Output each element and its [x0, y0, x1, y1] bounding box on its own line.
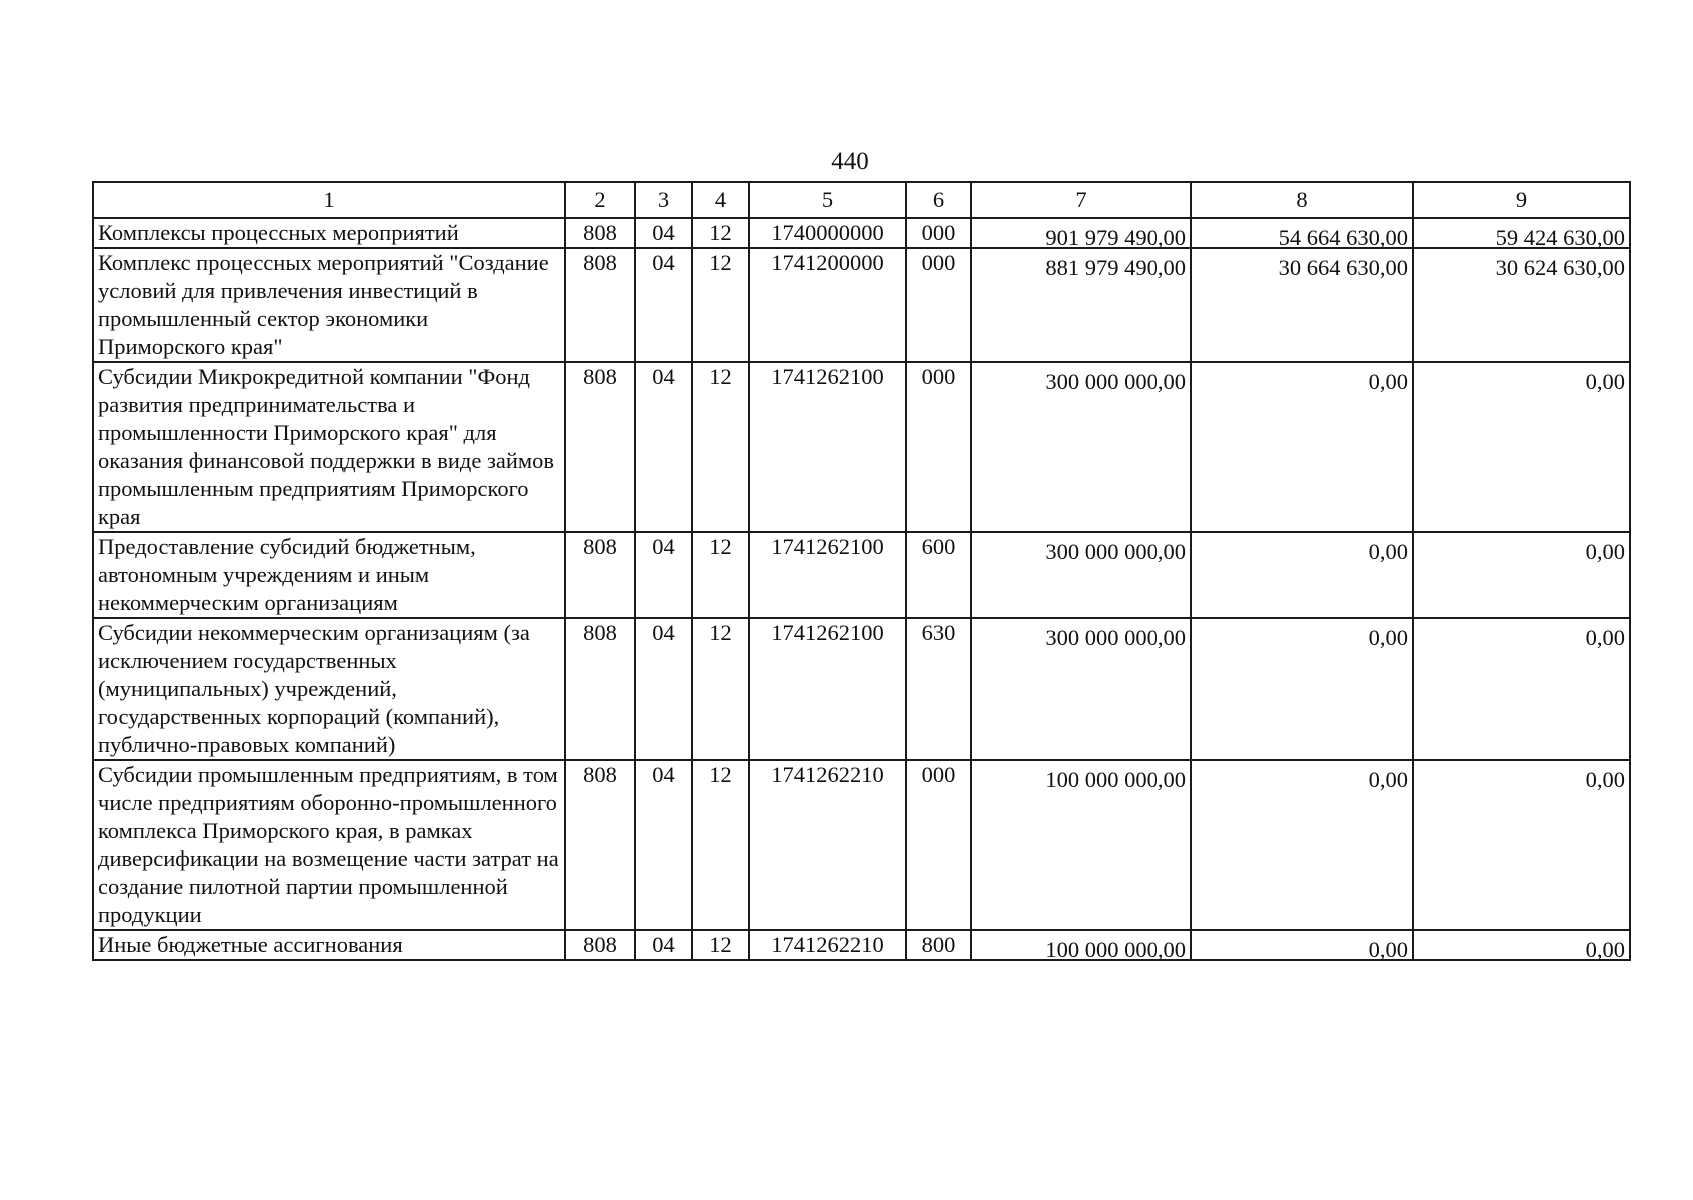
amount-text: 0,00 [1585, 625, 1625, 650]
column-header-2: 2 [565, 182, 635, 218]
column-header-7: 7 [971, 182, 1191, 218]
table-row [93, 930, 1630, 960]
cell-col-4: 12 [692, 532, 749, 618]
cell-col-6: 000 [906, 248, 971, 362]
row-name: Субсидии Микрокредитной компании "Фонд развития предпринимательства и промышленности Приморского края" для оказания финансовой поддержки в виде займов промышленным предприятиям Приморского края [93, 362, 565, 532]
cell-col-5: 1741262210 [749, 760, 906, 930]
cell-col-5: 1740000000 [749, 218, 906, 248]
cell-amount-8 [1191, 532, 1413, 618]
amount-text: 0,00 [1585, 539, 1625, 564]
cell-col-5: 1741200000 [749, 248, 906, 362]
cell-col-2: 808 [565, 362, 635, 532]
page-number: 440 [831, 148, 869, 175]
budget-table [92, 181, 1631, 961]
amount-text: 30 624 630,00 [1495, 255, 1625, 280]
amount-text: 0,00 [1368, 369, 1408, 394]
cell-col-3: 04 [635, 248, 692, 362]
column-header-6: 6 [906, 182, 971, 218]
row-name: Комплекс процессных мероприятий "Создание условий для привлечения инвестиций в промышленный сектор экономики Приморского края" [93, 248, 565, 362]
row-name: Комплексы процессных мероприятий [93, 218, 565, 248]
cell-amount-8 [1191, 930, 1413, 960]
amount-text: 54 664 630,00 [1278, 225, 1408, 250]
cell-col-5: 1741262100 [749, 362, 906, 532]
cell-amount-7 [971, 760, 1191, 930]
amount-text: 0,00 [1585, 369, 1625, 394]
table-row [93, 248, 1630, 362]
amount-text: 0,00 [1368, 625, 1408, 650]
column-header-1: 1 [93, 182, 565, 218]
cell-col-6: 000 [906, 218, 971, 248]
row-name: Предоставление субсидий бюджетным, автономным учреждениям и иным некоммерческим организациям [93, 532, 565, 618]
cell-col-2: 808 [565, 248, 635, 362]
amount-text: 0,00 [1585, 767, 1625, 792]
cell-col-4: 12 [692, 930, 749, 960]
cell-amount-8 [1191, 760, 1413, 930]
amount-text: 901 979 490,00 [1045, 225, 1186, 250]
column-header-9: 9 [1413, 182, 1630, 218]
amount-text: 0,00 [1585, 937, 1625, 962]
cell-amount-7 [971, 930, 1191, 960]
cell-col-4: 12 [692, 618, 749, 760]
amount-text: 0,00 [1368, 767, 1408, 792]
amount-text: 59 424 630,00 [1495, 225, 1625, 250]
cell-amount-8 [1191, 218, 1413, 248]
cell-col-4: 12 [692, 248, 749, 362]
cell-amount-7 [971, 248, 1191, 362]
cell-amount-7 [971, 618, 1191, 760]
cell-col-4: 12 [692, 760, 749, 930]
cell-col-4: 12 [692, 362, 749, 532]
table-row [93, 618, 1630, 760]
cell-amount-9 [1413, 218, 1630, 248]
cell-amount-9 [1413, 248, 1630, 362]
cell-amount-8 [1191, 618, 1413, 760]
column-header-8: 8 [1191, 182, 1413, 218]
table-row [93, 532, 1630, 618]
amount-text: 881 979 490,00 [1045, 255, 1186, 280]
cell-col-6: 800 [906, 930, 971, 960]
cell-amount-9 [1413, 930, 1630, 960]
cell-col-6: 630 [906, 618, 971, 760]
amount-text: 300 000 000,00 [1045, 625, 1186, 650]
cell-col-3: 04 [635, 218, 692, 248]
cell-amount-9 [1413, 532, 1630, 618]
table-row [93, 218, 1630, 248]
cell-col-5: 1741262210 [749, 930, 906, 960]
cell-amount-7 [971, 532, 1191, 618]
cell-col-2: 808 [565, 930, 635, 960]
cell-amount-7 [971, 218, 1191, 248]
column-header-5: 5 [749, 182, 906, 218]
cell-col-2: 808 [565, 218, 635, 248]
cell-col-6: 600 [906, 532, 971, 618]
cell-amount-9 [1413, 618, 1630, 760]
row-name: Иные бюджетные ассигнования [93, 930, 565, 960]
cell-col-5: 1741262100 [749, 532, 906, 618]
amount-text: 100 000 000,00 [1045, 937, 1186, 962]
cell-col-3: 04 [635, 618, 692, 760]
row-name: Субсидии некоммерческим организациям (за исключением государственных (муниципальных) учреждений, государственных корпораций (компаний), публично-правовых компаний) [93, 618, 565, 760]
column-header-3: 3 [635, 182, 692, 218]
cell-amount-9 [1413, 362, 1630, 532]
row-name: Субсидии промышленным предприятиям, в том числе предприятиям оборонно-промышленного комплекса Приморского края, в рамках диверсификации на возмещение части затрат на создание пилотной партии промышленной продукции [93, 760, 565, 930]
header-row [93, 182, 1630, 218]
column-header-4: 4 [692, 182, 749, 218]
cell-col-4: 12 [692, 218, 749, 248]
cell-col-5: 1741262100 [749, 618, 906, 760]
cell-amount-8 [1191, 362, 1413, 532]
cell-amount-9 [1413, 760, 1630, 930]
cell-amount-8 [1191, 248, 1413, 362]
amount-text: 100 000 000,00 [1045, 767, 1186, 792]
cell-col-3: 04 [635, 532, 692, 618]
cell-col-3: 04 [635, 760, 692, 930]
amount-text: 0,00 [1368, 539, 1408, 564]
cell-col-3: 04 [635, 930, 692, 960]
cell-col-2: 808 [565, 532, 635, 618]
cell-col-2: 808 [565, 760, 635, 930]
amount-text: 300 000 000,00 [1045, 539, 1186, 564]
amount-text: 300 000 000,00 [1045, 369, 1186, 394]
cell-col-3: 04 [635, 362, 692, 532]
cell-col-6: 000 [906, 362, 971, 532]
cell-amount-7 [971, 362, 1191, 532]
amount-text: 30 664 630,00 [1278, 255, 1408, 280]
table-row [93, 362, 1630, 532]
table-row [93, 760, 1630, 930]
cell-col-2: 808 [565, 618, 635, 760]
cell-col-6: 000 [906, 760, 971, 930]
amount-text: 0,00 [1368, 937, 1408, 962]
